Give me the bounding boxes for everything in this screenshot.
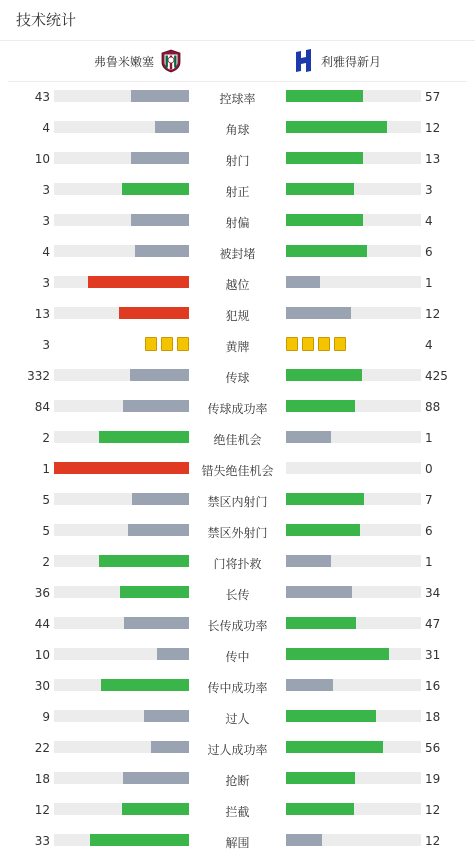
away-stat-value: 4 [425,214,433,228]
away-stat-value: 12 [425,834,441,848]
home-stat-value: 3 [42,338,50,352]
home-stat-bar [54,462,189,474]
home-stat-bar-fill [132,493,189,505]
home-stat-bar [54,586,189,598]
home-stat-bar-fill [157,648,189,660]
home-stat-bar-fill [151,741,189,753]
stat-label: 过人成功率 [207,743,268,757]
away-stat-value: 1 [425,276,433,290]
away-stat-bar-fill [286,555,331,567]
home-stat-bar-fill [101,679,189,691]
stat-row [0,518,475,549]
yellow-card-icon [177,337,189,351]
away-stat-value: 1 [425,431,433,445]
away-stat-bar-fill [286,121,387,133]
home-stat-value: 4 [42,121,50,135]
away-stat-bar [286,679,421,691]
home-stat-value: 10 [34,648,50,662]
away-stat-bar [286,524,421,536]
away-stat-value: 4 [425,338,433,352]
home-stat-bar-fill [119,307,189,319]
home-stat-bar-fill [130,369,189,381]
away-team-crest-icon [293,49,315,73]
stat-row [0,673,475,704]
away-stat-bar [286,369,421,381]
away-stat-value: 6 [425,524,433,538]
home-stat-bar-fill [144,710,189,722]
stat-label: 长传 [225,588,250,602]
stat-row [0,425,475,456]
away-stat-bar-fill [286,493,364,505]
home-team-name: 弗鲁米嫩塞 [93,54,154,69]
home-stat-bar [54,710,189,722]
away-stat-bar-fill [286,276,320,288]
home-stat-bar-fill [128,524,189,536]
stat-row [0,580,475,611]
away-stat-bar [286,276,421,288]
home-stat-bar [54,307,189,319]
home-stat-value: 22 [34,741,50,755]
stat-row [0,208,475,239]
home-stat-value: 2 [42,555,50,569]
away-stat-bar [286,90,421,102]
away-stat-value: 47 [425,617,441,631]
stat-label: 长传成功率 [207,619,268,633]
away-stat-value: 0 [425,462,433,476]
away-stat-bar-fill [286,741,383,753]
away-stat-bar [286,617,421,629]
stat-label: 射正 [225,185,250,199]
stat-label: 解围 [225,836,250,850]
away-stat-value: 425 [425,369,448,383]
stat-row [0,797,475,828]
away-stat-bar [286,400,421,412]
home-stat-value: 3 [42,214,50,228]
away-stat-value: 7 [425,493,433,507]
home-stat-bar [54,741,189,753]
stat-row [0,704,475,735]
home-stat-value: 9 [42,710,50,724]
stat-row [0,828,475,859]
away-stat-bar-fill [286,524,360,536]
away-stat-bar-fill [286,679,333,691]
stat-row [0,549,475,580]
stat-label: 禁区外射门 [207,526,268,540]
stat-row [0,394,475,425]
away-stat-bar-fill [286,214,363,226]
yellow-card-icon [302,337,314,351]
stat-row [0,611,475,642]
away-stat-value: 3 [425,183,433,197]
home-stat-bar [54,214,189,226]
yellow-card-icon [318,337,330,351]
stat-label: 抢断 [225,774,250,788]
home-stat-bar [54,555,189,567]
yellow-card-icon [334,337,346,351]
stat-row [0,177,475,208]
away-stat-bar-fill [286,586,352,598]
home-stat-value: 36 [34,586,50,600]
stat-label: 禁区内射门 [207,495,268,509]
stat-label: 角球 [225,123,250,137]
home-stat-bar-fill [122,183,190,195]
home-stat-bar [54,431,189,443]
away-stat-value: 12 [425,803,441,817]
home-stat-value: 2 [42,431,50,445]
away-stat-bar [286,834,421,846]
home-stat-bar-fill [122,803,190,815]
home-stat-bar-fill [123,400,189,412]
stat-row [0,456,475,487]
away-stat-bar [286,803,421,815]
home-yellow-cards [145,337,189,351]
stat-label: 黄牌 [225,340,250,354]
away-stat-bar-fill [286,400,355,412]
home-stat-bar [54,772,189,784]
away-stat-bar [286,648,421,660]
away-stat-value: 31 [425,648,441,662]
away-stat-bar [286,307,421,319]
home-stat-bar-fill [124,617,189,629]
home-stat-bar-fill [131,90,189,102]
away-stat-bar-fill [286,183,354,195]
home-stat-value: 5 [42,524,50,538]
home-stat-bar-fill [99,431,189,443]
away-stat-bar-fill [286,772,355,784]
home-stat-bar [54,400,189,412]
stat-label: 越位 [225,278,250,292]
away-stat-value: 13 [425,152,441,166]
stat-row [0,84,475,115]
away-stat-value: 56 [425,741,441,755]
home-stat-value: 3 [42,183,50,197]
stat-label: 射偏 [225,216,250,230]
away-stat-value: 57 [425,90,441,104]
stat-row [0,363,475,394]
home-stat-bar-fill [123,772,189,784]
away-stat-value: 19 [425,772,441,786]
teams-header [8,41,467,82]
page-title: 技术统计 [0,0,475,41]
away-stat-bar [286,772,421,784]
yellow-card-icon [161,337,173,351]
stat-row [0,301,475,332]
stat-row [0,487,475,518]
home-stat-bar [54,648,189,660]
home-stat-value: 4 [42,245,50,259]
away-stat-value: 34 [425,586,441,600]
stat-label: 门将扑救 [213,557,262,571]
away-stat-bar [286,586,421,598]
stat-row [0,332,475,363]
home-stat-value: 5 [42,493,50,507]
home-stat-value: 1 [42,462,50,476]
home-stat-bar [54,617,189,629]
yellow-card-icon [145,337,157,351]
away-stat-bar-fill [286,90,363,102]
away-stat-bar [286,431,421,443]
home-stat-value: 3 [42,276,50,290]
away-stat-value: 1 [425,555,433,569]
away-stat-bar [286,493,421,505]
away-stat-bar-fill [286,245,367,257]
stat-row [0,642,475,673]
home-stat-value: 10 [34,152,50,166]
home-stat-bar-fill [54,462,189,474]
away-stat-bar [286,245,421,257]
home-stat-bar [54,121,189,133]
stat-label: 拦截 [225,805,250,819]
home-stat-bar-fill [131,214,189,226]
home-stat-bar [54,183,189,195]
home-stat-bar [54,834,189,846]
stat-label: 传球成功率 [207,402,268,416]
home-stat-bar [54,276,189,288]
home-stat-bar-fill [88,276,189,288]
home-stat-bar [54,679,189,691]
home-stat-bar [54,803,189,815]
stat-label: 传中成功率 [207,681,268,695]
away-stat-value: 6 [425,245,433,259]
home-stat-value: 43 [34,90,50,104]
home-stat-bar [54,152,189,164]
stat-label: 控球率 [219,92,256,106]
home-team[interactable] [94,49,182,73]
home-stat-value: 18 [34,772,50,786]
home-stat-value: 12 [34,803,50,817]
home-stat-bar-fill [90,834,189,846]
home-stat-value: 13 [34,307,50,321]
away-stat-bar [286,555,421,567]
away-stat-value: 12 [425,121,441,135]
away-stat-bar [286,741,421,753]
home-stat-bar [54,493,189,505]
away-stat-bar-fill [286,152,363,164]
stat-label: 绝佳机会 [213,433,262,447]
stat-label: 传中 [225,650,250,664]
away-stat-bar [286,710,421,722]
home-stat-value: 84 [34,400,50,414]
home-stat-value: 33 [34,834,50,848]
away-stat-value: 18 [425,710,441,724]
away-stat-bar [286,152,421,164]
stat-label: 错失绝佳机会 [201,464,274,478]
home-stat-bar [54,245,189,257]
away-stat-bar-fill [286,648,389,660]
away-yellow-cards [286,337,346,351]
stat-label: 犯规 [225,309,250,323]
home-stat-value: 332 [27,369,50,383]
stat-row [0,735,475,766]
home-stat-bar [54,524,189,536]
away-stat-value: 12 [425,307,441,321]
home-stat-bar-fill [120,586,189,598]
away-stat-bar [286,214,421,226]
away-stat-bar [286,121,421,133]
stat-label: 被封堵 [219,247,256,261]
home-stat-bar [54,90,189,102]
away-stat-bar [286,183,421,195]
home-stat-value: 44 [34,617,50,631]
away-team[interactable] [293,49,381,73]
away-stat-bar-fill [286,431,331,443]
away-stat-bar-fill [286,803,354,815]
away-stat-bar-fill [286,307,351,319]
home-stat-bar-fill [131,152,189,164]
home-stat-value: 30 [34,679,50,693]
away-stat-bar-fill [286,369,362,381]
stat-label: 射门 [225,154,250,168]
home-stat-bar-fill [155,121,189,133]
stat-label: 传球 [225,371,250,385]
stat-row [0,239,475,270]
stat-row [0,270,475,301]
away-stat-bar-fill [286,834,322,846]
home-stat-bar [54,369,189,381]
stat-row [0,146,475,177]
home-stat-bar-fill [135,245,189,257]
home-team-crest-icon [160,49,182,73]
stat-row [0,766,475,797]
yellow-card-icon [286,337,298,351]
stat-label: 过人 [225,712,250,726]
stat-row [0,115,475,146]
away-stat-value: 16 [425,679,441,693]
away-team-name: 利雅得新月 [321,54,382,69]
away-stat-bar-fill [286,617,356,629]
away-stat-bar [286,462,421,474]
away-stat-value: 88 [425,400,441,414]
away-stat-bar-fill [286,710,376,722]
home-stat-bar-fill [99,555,189,567]
